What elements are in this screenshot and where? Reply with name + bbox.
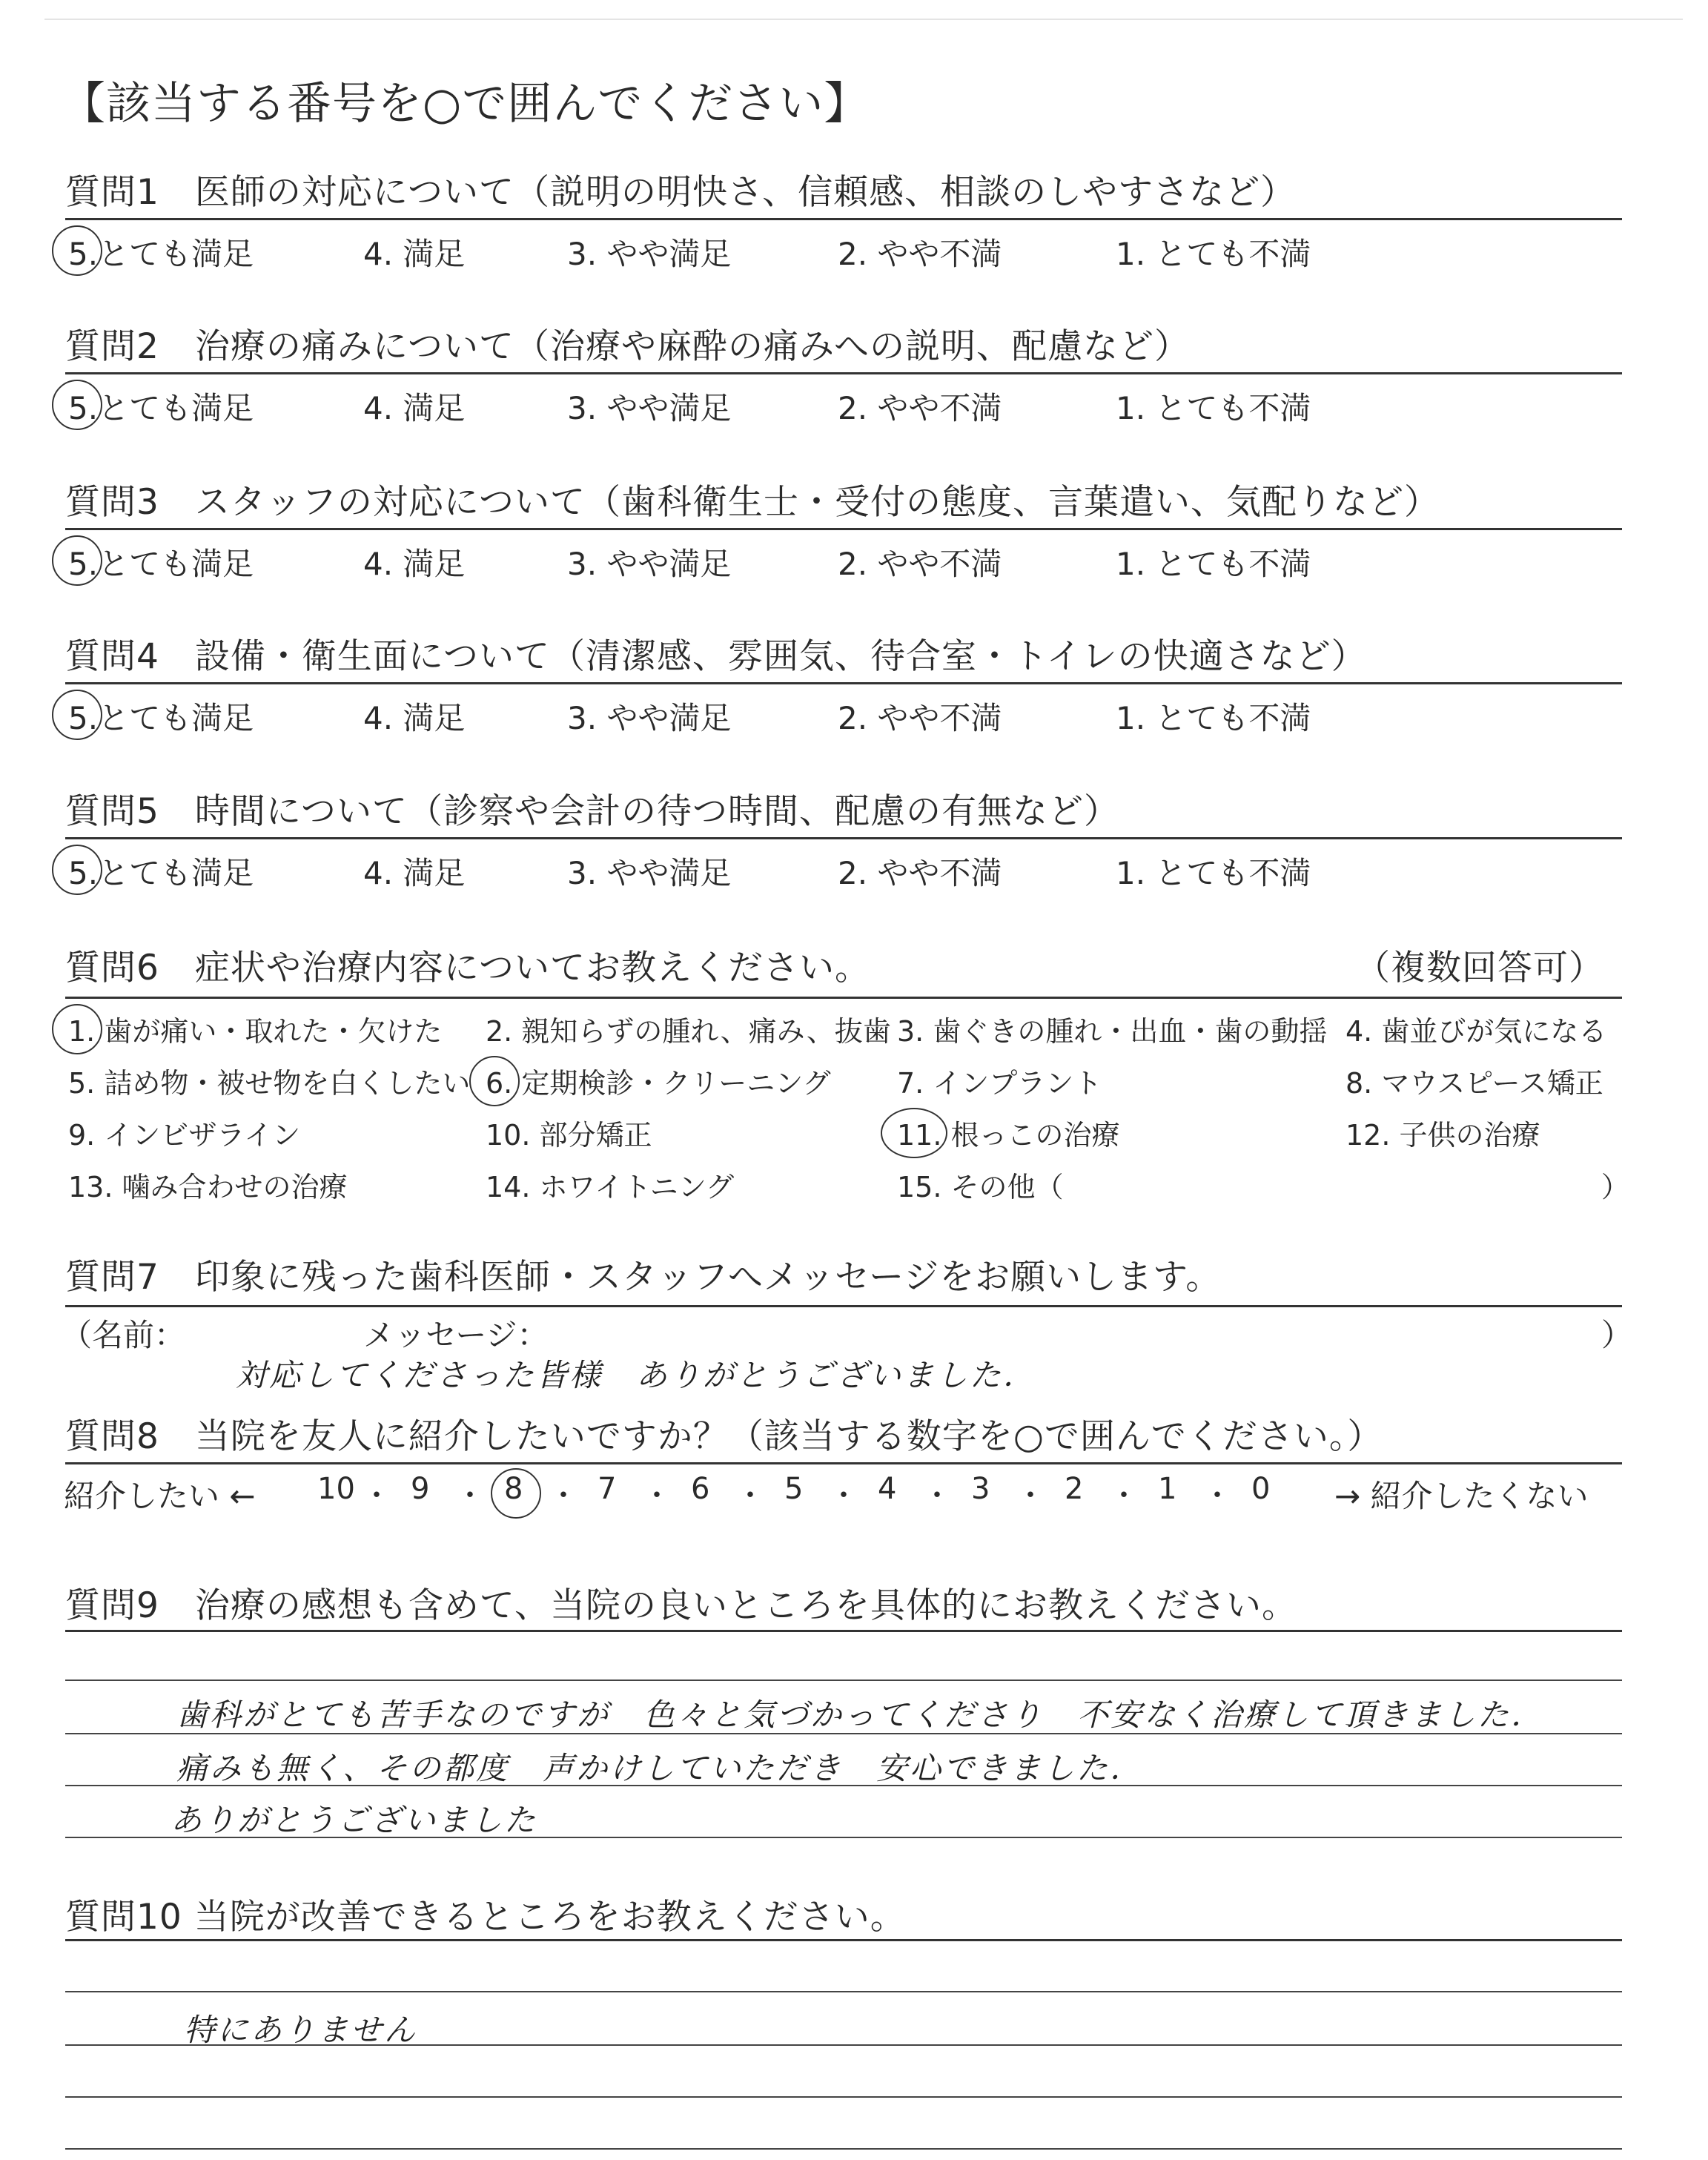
q3-rule [65,528,1622,530]
q8-scale-value[interactable]: 7 [598,1472,617,1506]
q5-heading: 質問5 時間について（診察や会計の待つ時間、配慮の有無など） [65,791,1119,832]
q3-option[interactable]: 1. とても不満 [1116,546,1311,582]
q8-scale-value[interactable]: 0 [1251,1472,1271,1506]
q2-option[interactable]: 4. 満足 [363,390,466,426]
q6-multi-answer-note: （複数回答可） [1355,948,1604,988]
q5-selected-circle [52,845,102,895]
q6-option[interactable]: 9. インビザライン [68,1119,301,1152]
q1-option[interactable]: 3. やや満足 [567,236,732,272]
q4-heading: 質問4 設備・衛生面について（清潔感、雰囲気、待合室・トイレの快適さなど） [65,636,1367,677]
q6-option[interactable]: 7. インプラント [897,1067,1102,1100]
q6-heading: 質問6 症状や治療内容についてお教えください。 [65,948,870,988]
q1-option[interactable]: 4. 満足 [363,236,466,272]
q6-option[interactable]: 1. 歯が痛い・取れた・欠けた [68,1015,443,1048]
q7-handwritten-message: 対応してくださった皆様 ありがとうございました． [236,1357,1037,1393]
q10-writing-line [65,2096,1622,2098]
q1-option[interactable]: 5.とても満足 [68,236,254,272]
q3-option[interactable]: 5.とても満足 [68,546,254,582]
q6-rule [65,997,1622,999]
q5-option[interactable]: 5.とても満足 [68,855,254,891]
q6-option[interactable]: 10. 部分矯正 [486,1119,652,1152]
q8-right-label: → 紹介したくない [1334,1478,1589,1514]
q8-scale-value[interactable]: 4 [878,1472,897,1506]
q9-handwritten-line: 歯科がとても苦手なのですが 色々と気づかってくださり 不安なく治療して頂きました． [176,1697,1545,1733]
q6-selected-circle [469,1056,520,1106]
q10-writing-line [65,1991,1622,1992]
q8-scale-separator: ・ [549,1479,578,1513]
q6-option[interactable]: 13. 噛み合わせの治療 [68,1171,348,1203]
q6-option[interactable]: 8. マウスピース矯正 [1345,1067,1603,1100]
q4-option[interactable]: 2. やや不満 [838,700,1002,736]
q2-option[interactable]: 3. やや満足 [567,390,732,426]
q8-scale-value[interactable]: 9 [411,1472,430,1506]
q10-handwritten-answer: 特にありません [184,2012,418,2048]
q10-writing-line [65,2148,1622,2150]
q1-option[interactable]: 1. とても不満 [1116,236,1311,272]
q6-option[interactable]: 12. 子供の治療 [1345,1119,1540,1152]
q6-selected-circle [881,1108,947,1158]
q8-scale-separator: ・ [362,1479,391,1513]
q1-heading: 質問1 医師の対応について（説明の明快さ、信頼感、相談のしやすさなど） [65,172,1297,213]
q8-scale-value[interactable]: 2 [1065,1472,1084,1506]
q5-rule [65,837,1622,839]
q2-heading: 質問2 治療の痛みについて（治療や麻酔の痛みへの説明、配慮など） [65,326,1191,367]
q6-selected-circle [52,1004,102,1054]
q8-rule [65,1462,1622,1464]
q8-scale-separator: ・ [455,1479,485,1513]
q3-heading: 質問3 スタッフの対応について（歯科衛生士・受付の態度、言葉遣い、気配りなど） [65,482,1440,523]
q1-selected-circle [52,225,102,276]
q8-scale-value[interactable]: 10 [317,1472,355,1506]
q8-scale-value[interactable]: 5 [784,1472,804,1506]
q1-rule [65,218,1622,220]
page-top-edge [44,19,1683,20]
q8-left-label: 紹介したい ← [64,1478,256,1514]
q7-name-label: （名前： [61,1317,186,1353]
q6-option[interactable]: 3. 歯ぐきの腫れ・出血・歯の動揺 [897,1015,1328,1048]
q7-message-label: メッセージ： [363,1317,549,1353]
q10-rule [65,1939,1622,1941]
q8-scale-separator: ・ [642,1479,672,1513]
q2-option[interactable]: 1. とても不満 [1116,390,1311,426]
q5-option[interactable]: 4. 満足 [363,855,466,891]
q9-writing-line [65,1680,1622,1681]
q8-scale-value[interactable]: 6 [691,1472,710,1506]
q5-option[interactable]: 1. とても不満 [1116,855,1311,891]
q8-scale-separator: ・ [1016,1479,1045,1513]
q9-heading: 質問9 治療の感想も含めて、当院の良いところを具体的にお教えください。 [65,1585,1297,1626]
form-title: 【該当する番号を○で囲んでください】 [61,78,870,130]
q6-option[interactable]: 11. 根っこの治療 [897,1119,1120,1152]
q8-scale-separator: ・ [735,1479,765,1513]
q2-option[interactable]: 5.とても満足 [68,390,254,426]
q2-selected-circle [52,380,102,430]
q8-scale-separator: ・ [1202,1479,1232,1513]
q9-handwritten-line: 痛みも無く、その都度 声かけしていただき 安心できました． [176,1750,1144,1786]
q9-handwritten-line: ありがとうございました [171,1802,538,1838]
q5-option[interactable]: 2. やや不満 [838,855,1002,891]
q5-option[interactable]: 3. やや満足 [567,855,732,891]
q3-option[interactable]: 2. やや不満 [838,546,1002,582]
q2-rule [65,372,1622,374]
q7-rule [65,1305,1622,1307]
q3-selected-circle [52,535,102,586]
q1-option[interactable]: 2. やや不満 [838,236,1002,272]
q7-close-paren: ） [1601,1317,1633,1353]
q4-selected-circle [52,690,102,740]
q9-rule [65,1630,1622,1632]
q6-option[interactable]: 6. 定期検診・クリーニング [486,1067,831,1100]
q7-heading: 質問7 印象に残った歯科医師・スタッフへメッセージをお願いします。 [65,1257,1222,1298]
q4-option[interactable]: 3. やや満足 [567,700,732,736]
q8-scale-value[interactable]: 3 [971,1472,990,1506]
q4-option[interactable]: 1. とても不満 [1116,700,1311,736]
q8-scale-separator: ・ [1109,1479,1139,1513]
q6-option[interactable]: 15. その他（ [897,1171,1064,1203]
q8-scale-separator: ・ [829,1479,858,1513]
q8-heading: 質問8 当院を友人に紹介したいですか？（該当する数字を○で囲んでください。） [65,1416,1383,1457]
q4-option[interactable]: 4. 満足 [363,700,466,736]
q4-rule [65,682,1622,684]
q8-scale-value[interactable]: 8 [504,1472,523,1506]
q3-option[interactable]: 3. やや満足 [567,546,732,582]
q3-option[interactable]: 4. 満足 [363,546,466,582]
q6-other-close-paren: ） [1601,1171,1630,1203]
q6-option[interactable]: 5. 詰め物・被せ物を白くしたい [68,1067,471,1100]
q8-scale-separator: ・ [922,1479,952,1513]
q2-option[interactable]: 2. やや不満 [838,390,1002,426]
q10-heading: 質問10 当院が改善できるところをお教えください。 [65,1897,906,1938]
q8-selected-circle [491,1468,541,1519]
q6-option[interactable]: 14. ホワイトニング [486,1171,735,1203]
q8-scale-value[interactable]: 1 [1158,1472,1177,1506]
q6-option[interactable]: 4. 歯並びが気になる [1345,1015,1607,1048]
q4-option[interactable]: 5.とても満足 [68,700,254,736]
q6-option[interactable]: 2. 親知らずの腫れ、痛み、抜歯 [486,1015,891,1048]
